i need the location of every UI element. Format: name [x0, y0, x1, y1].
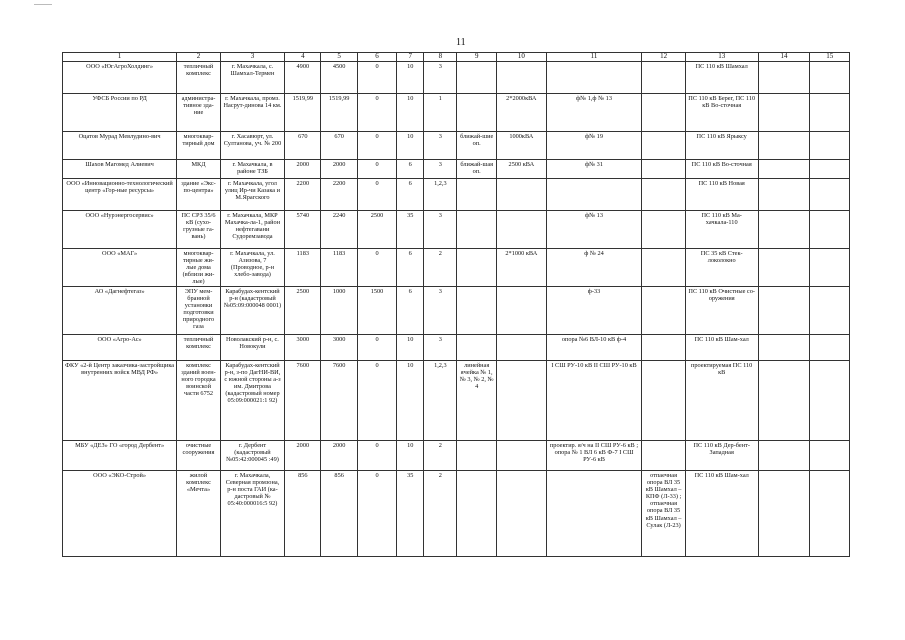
table-cell: ФКУ «2-й Центр заказчика-застройщика внутренних войск МВД РФ»: [63, 361, 177, 441]
table-cell: 1,2,3: [424, 361, 457, 441]
table-cell: Оцатов Мурад Мевлудино-вич: [63, 132, 177, 160]
table-cell: ООО «Агро-Ас»: [63, 335, 177, 361]
table-cell: 2*2000кВА: [496, 94, 546, 132]
table-cell: ПС 110 кВ Шам-хал: [685, 471, 758, 557]
table-cell: 1: [424, 94, 457, 132]
table-cell: 670: [321, 132, 357, 160]
table-cell: очистные сооружения: [177, 441, 221, 471]
table-cell: тепличный комплекс: [177, 62, 221, 94]
table-cell: [758, 94, 810, 132]
table-cell: ПС 110 кВ Ярыксу: [685, 132, 758, 160]
table-cell: 4900: [285, 62, 321, 94]
table-cell: 35: [397, 211, 424, 249]
table-cell: ООО «ЮгАгроХолдинг»: [63, 62, 177, 94]
table-row: [63, 287, 850, 335]
table-cell: [642, 62, 686, 94]
table-cell: 856: [321, 471, 357, 557]
table-cell: [810, 335, 850, 361]
column-header: 13: [685, 53, 758, 62]
table-cell: 6: [397, 249, 424, 287]
table-cell: 2000: [321, 160, 357, 179]
table-cell: г. Махачкала, Северная промзона, р-н поста ГАИ (ка-дастровый № 05:40:000016:5 92): [220, 471, 284, 557]
table-cell: [642, 160, 686, 179]
table-cell: 0: [357, 132, 396, 160]
table-cell: [496, 471, 546, 557]
table-cell: 3000: [321, 335, 357, 361]
column-header: 8: [424, 53, 457, 62]
table-cell: г. Махачкала, угол улиц Ир-чи Казака и М.Ярагского: [220, 179, 284, 211]
table-cell: [758, 62, 810, 94]
table-cell: 10: [397, 335, 424, 361]
table-cell: г. Хасавюрт, ул. Султанова, уч. № 200: [220, 132, 284, 160]
table-cell: г. Дербент (кадастровый №05:42:000045 :49): [220, 441, 284, 471]
table-cell: [758, 211, 810, 249]
table-cell: г. Махачкала, МКР Махачка-ла-1, район нефтегавани Судоремзавода: [220, 211, 284, 249]
table-cell: 1519,99: [321, 94, 357, 132]
table-cell: 10: [397, 132, 424, 160]
table-cell: 0: [357, 471, 396, 557]
table-cell: ПС 110 кВ Берег, ПС 110 кВ Во-сточная: [685, 94, 758, 132]
table-cell: 2: [424, 471, 457, 557]
table-cell: 3: [424, 160, 457, 179]
scan-artifact-line: [34, 4, 52, 5]
table-cell: [496, 335, 546, 361]
table-cell: [810, 441, 850, 471]
table-cell: 0: [357, 94, 396, 132]
table-cell: 1,2,3: [424, 179, 457, 211]
table-cell: проектир. я/ч на II СШ РУ-6 кВ ; опора № 1 ВЛ 6 кВ Ф-7 I СШ РУ-6 кВ: [546, 441, 642, 471]
table-cell: 2: [424, 249, 457, 287]
table-cell: ПС 110 кВ Новая: [685, 179, 758, 211]
column-header: 12: [642, 53, 686, 62]
table-cell: 6: [397, 287, 424, 335]
table-cell: [810, 62, 850, 94]
table-cell: [546, 62, 642, 94]
table-cell: проектируемая ПС 110 кВ: [685, 361, 758, 441]
table-cell: [758, 471, 810, 557]
table-cell: многоквар-тирный дом: [177, 132, 221, 160]
header-row: [63, 53, 850, 62]
table-cell: 1000кВА: [496, 132, 546, 160]
table-cell: 3: [424, 132, 457, 160]
table-cell: 2200: [321, 179, 357, 211]
table-cell: Новолакский р-н, с. Новокули: [220, 335, 284, 361]
table-cell: [810, 249, 850, 287]
table-cell: 0: [357, 62, 396, 94]
table-cell: 10: [397, 94, 424, 132]
table-cell: [758, 132, 810, 160]
table-cell: [457, 211, 496, 249]
table-row: [63, 335, 850, 361]
table-cell: [810, 94, 850, 132]
table-cell: [496, 441, 546, 471]
table-cell: [457, 249, 496, 287]
table-cell: ф№ 31: [546, 160, 642, 179]
table-cell: Шахов Магомед Алиевич: [63, 160, 177, 179]
table-cell: [496, 179, 546, 211]
column-header: 4: [285, 53, 321, 62]
table-cell: [810, 287, 850, 335]
table-row: [63, 132, 850, 160]
table-cell: Карабудах-кентский р-н (кадастровый №05:09:000048 0001): [220, 287, 284, 335]
table-cell: [496, 361, 546, 441]
table-cell: 10: [397, 361, 424, 441]
table-row: [63, 471, 850, 557]
column-header: 7: [397, 53, 424, 62]
table-cell: ПС 110 кВ Во-сточная: [685, 160, 758, 179]
table-cell: АО «Дагнефтегаз»: [63, 287, 177, 335]
table-cell: [546, 471, 642, 557]
table-cell: Карабудах-кентский р-н, з-по ДагНИ-ВИ, с южной стороны а-з им. Дмитрова (кадастровый номер 05:09:000021:1 92): [220, 361, 284, 441]
table-cell: 0: [357, 249, 396, 287]
table-cell: г. Махачкала, ул. Азизова, 7 (Проводное, р-н хлебо-завода): [220, 249, 284, 287]
table-cell: [810, 179, 850, 211]
table-cell: [496, 211, 546, 249]
table-cell: [642, 441, 686, 471]
table-cell: [496, 62, 546, 94]
column-header: 15: [810, 53, 850, 62]
table-cell: 1183: [321, 249, 357, 287]
table-cell: 4500: [321, 62, 357, 94]
page-number: 11: [456, 37, 466, 48]
table-cell: 0: [357, 441, 396, 471]
table-cell: [810, 132, 850, 160]
table-row: [63, 62, 850, 94]
table-cell: [457, 335, 496, 361]
table-cell: 1519,99: [285, 94, 321, 132]
table-cell: 2500: [357, 211, 396, 249]
table-cell: 6: [397, 179, 424, 211]
table-row: [63, 211, 850, 249]
table-cell: ПС 35 кВ Стек-локолокно: [685, 249, 758, 287]
table-cell: [758, 441, 810, 471]
table-cell: [642, 211, 686, 249]
table-cell: УФСБ России по РД: [63, 94, 177, 132]
table-cell: [642, 361, 686, 441]
table-cell: г. Махачкала, промз. Насрут-динова 14 км.: [220, 94, 284, 132]
table-cell: [810, 361, 850, 441]
table-cell: комплекс зданий воен-ного городка воинской части 6752: [177, 361, 221, 441]
table-cell: ЭПУ мем-бранной установки подготовки природного газа: [177, 287, 221, 335]
table-cell: [758, 179, 810, 211]
table-cell: ближай-шая оп.: [457, 160, 496, 179]
table-cell: 2500 кВА: [496, 160, 546, 179]
table-cell: [457, 441, 496, 471]
table-row: [63, 94, 850, 132]
table-cell: МБУ «ДЕЗ» ГО «город Дербент»: [63, 441, 177, 471]
table-cell: ПС 110 кВ Очистные со-оружения: [685, 287, 758, 335]
table-cell: ПС 110 кВ Шамхал: [685, 62, 758, 94]
table-cell: [457, 287, 496, 335]
table-cell: ф№ 13: [546, 211, 642, 249]
table-cell: [810, 471, 850, 557]
column-header: 3: [220, 53, 284, 62]
table-cell: 2: [424, 441, 457, 471]
table-cell: [457, 179, 496, 211]
table-cell: ПС СРЗ 35/6 кВ (сухо-грузные га-вань): [177, 211, 221, 249]
table-cell: линейная ячейка № 1, № 3, № 2, № 4: [457, 361, 496, 441]
table-cell: 0: [357, 335, 396, 361]
table-cell: тепличный комплекс: [177, 335, 221, 361]
table-cell: 5740: [285, 211, 321, 249]
table-cell: 2240: [321, 211, 357, 249]
column-header: 1: [63, 53, 177, 62]
table-cell: 7600: [321, 361, 357, 441]
table-cell: ООО «Нурэнергосервис»: [63, 211, 177, 249]
table-cell: 1000: [321, 287, 357, 335]
table-cell: 3: [424, 287, 457, 335]
table-cell: 10: [397, 62, 424, 94]
table-cell: [642, 335, 686, 361]
table-cell: ближай-шие оп.: [457, 132, 496, 160]
table-cell: здание «Экс-по-центра»: [177, 179, 221, 211]
column-header: 2: [177, 53, 221, 62]
table-cell: ф № 24: [546, 249, 642, 287]
table-cell: 3: [424, 62, 457, 94]
column-header: 5: [321, 53, 357, 62]
table-cell: 3: [424, 211, 457, 249]
table-cell: [758, 335, 810, 361]
table-cell: 2*1000 кВА: [496, 249, 546, 287]
table-cell: [810, 160, 850, 179]
table-row: [63, 249, 850, 287]
table-cell: [758, 160, 810, 179]
table-row: [63, 160, 850, 179]
table-cell: [546, 179, 642, 211]
table-cell: г. Махачкала, с. Шамхал-Термен: [220, 62, 284, 94]
table-cell: ф№ 19: [546, 132, 642, 160]
table-cell: 0: [357, 179, 396, 211]
table-cell: 670: [285, 132, 321, 160]
table-cell: опора №6 ВЛ-10 кВ ф-4: [546, 335, 642, 361]
table-cell: 1183: [285, 249, 321, 287]
table-cell: жилой комплекс «Мечта»: [177, 471, 221, 557]
table-cell: [758, 249, 810, 287]
table-cell: ООО «МАГ»: [63, 249, 177, 287]
table-cell: многоквар-тирные жи-лые дома (вблизи жи-лые): [177, 249, 221, 287]
table-cell: [457, 94, 496, 132]
table-cell: 2200: [285, 179, 321, 211]
table-cell: 2000: [285, 160, 321, 179]
table-cell: ПС 110 кВ Дер-бент-Западная: [685, 441, 758, 471]
table-cell: 6: [397, 160, 424, 179]
column-header: 6: [357, 53, 396, 62]
data-table: [62, 52, 850, 557]
column-header: 11: [546, 53, 642, 62]
table-cell: [642, 94, 686, 132]
table-cell: 10: [397, 441, 424, 471]
table-cell: [457, 62, 496, 94]
table-row: [63, 361, 850, 441]
table-cell: 35: [397, 471, 424, 557]
table-cell: [642, 179, 686, 211]
table-cell: 856: [285, 471, 321, 557]
table-cell: ф№ 1,ф № 13: [546, 94, 642, 132]
table-cell: 1500: [357, 287, 396, 335]
table-cell: 2500: [285, 287, 321, 335]
table-cell: [758, 361, 810, 441]
table-cell: [810, 211, 850, 249]
table-row: [63, 179, 850, 211]
table-row: [63, 441, 850, 471]
table-cell: 2000: [321, 441, 357, 471]
table-cell: г. Махачкала, в районе ТЗБ: [220, 160, 284, 179]
table-cell: [496, 287, 546, 335]
table-cell: ООО «Инновационно-технологический центр «Гор-ные ресурсы»: [63, 179, 177, 211]
table-cell: ПС 110 кВ Ма-хачкала-110: [685, 211, 758, 249]
table-cell: [642, 287, 686, 335]
column-header: 14: [758, 53, 810, 62]
table-cell: 2000: [285, 441, 321, 471]
table-cell: [758, 287, 810, 335]
table-cell: 3000: [285, 335, 321, 361]
table-cell: администра-тивное зда-ние: [177, 94, 221, 132]
table-cell: [457, 471, 496, 557]
table-cell: отпаечная опора ВЛ 35 кВ Шамхал – КПФ (Л-33) ; отпаечная опора ВЛ 35 кВ Шамхал – Сулак (Л-23): [642, 471, 686, 557]
table-cell: [642, 249, 686, 287]
table-cell: ф-33: [546, 287, 642, 335]
table-cell: 3: [424, 335, 457, 361]
table-cell: I СШ РУ-10 кВ II СШ РУ-10 кВ: [546, 361, 642, 441]
table-cell: МКД: [177, 160, 221, 179]
table-cell: 7600: [285, 361, 321, 441]
table-cell: [642, 132, 686, 160]
table-cell: ПС 110 кВ Шам-хал: [685, 335, 758, 361]
table-cell: 0: [357, 361, 396, 441]
column-header: 9: [457, 53, 496, 62]
table-cell: 0: [357, 160, 396, 179]
column-header: 10: [496, 53, 546, 62]
table-cell: ООО «ЭКО-Строй»: [63, 471, 177, 557]
